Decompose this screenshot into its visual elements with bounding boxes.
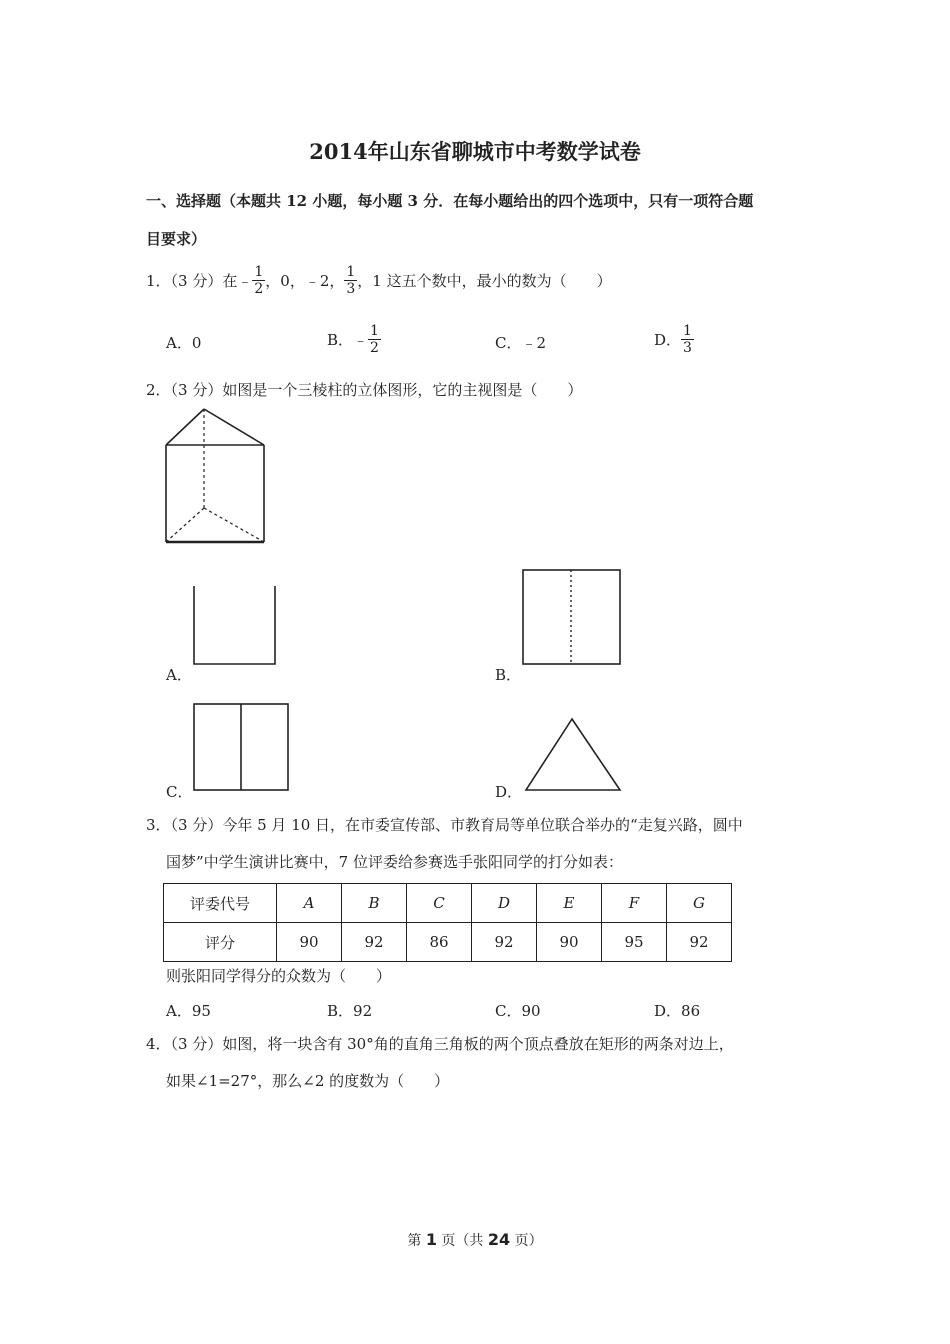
table-row <box>164 884 732 923</box>
table-header-cell: 评分 <box>164 923 277 962</box>
q3-option-d: D．86 <box>654 1002 701 1020</box>
q1-option-d: D． $\frac{1}{3}$ <box>654 323 692 356</box>
table-header-cell: 评委代号 <box>164 884 277 923</box>
table-row <box>164 923 732 962</box>
score-table <box>163 883 732 962</box>
q3-option-b: B．92 <box>327 1002 373 1020</box>
table-cell: 92 <box>472 923 537 962</box>
option-a-figure <box>194 586 275 664</box>
fraction: $\frac{1}{3}$ <box>346 264 356 297</box>
question-1-stem: 1．（3 分）在﹣ $\frac{1}{2}$ ，0，﹣2， $\frac{1}{3}$ ，1 这五个数中，最小的数为（ ） <box>146 264 612 297</box>
q3-option-a: A．95 <box>166 1002 211 1020</box>
question-4-stem-line2: 如果∠1=27°，那么∠2 的度数为（ ） <box>166 1072 450 1090</box>
q1-option-b: B．﹣ $\frac{1}{2}$ <box>327 323 379 356</box>
page-title: 2014年山东省聊城市中考数学试卷 <box>309 139 641 164</box>
triangular-prism-figure <box>166 409 264 542</box>
table-cell: 92 <box>667 923 732 962</box>
section-heading-line1: 一、选择题（本题共 12 小题，每小题 3 分．在每小题给出的四个选项中，只有一项符合题 <box>146 192 754 210</box>
table-cell: 95 <box>602 923 667 962</box>
question-3-followup: 则张阳同学得分的众数为（ ） <box>166 967 392 985</box>
table-cell: 90 <box>537 923 602 962</box>
question-3-stem-line2: 国梦”中学生演讲比赛中，7 位评委给参赛选手张阳同学的打分如表： <box>166 853 623 871</box>
table-cell: 86 <box>407 923 472 962</box>
q2-option-c-label: C． <box>166 783 193 801</box>
question-3-stem-line1: 3．（3 分）今年 5 月 10 日，在市委宣传部、市教育局等单位联合举办的“走复兴路，圆中 <box>146 816 743 834</box>
table-cell: A <box>277 884 342 923</box>
q2-option-d-label: D． <box>495 783 523 801</box>
section-heading-line2: 目要求） <box>146 230 207 248</box>
table-cell: F <box>602 884 667 923</box>
q2-option-b-label: B． <box>495 666 522 684</box>
fraction: $\frac{1}{2}$ <box>254 264 264 297</box>
table-cell: 90 <box>277 923 342 962</box>
table-cell: D <box>472 884 537 923</box>
q2-option-a-label: A． <box>166 666 192 684</box>
option-d-figure <box>526 719 620 790</box>
question-2-stem: 2．（3 分）如图是一个三棱柱的立体图形，它的主视图是（ ） <box>146 381 583 399</box>
page-total: 24 <box>487 1230 511 1249</box>
page-number: 1 <box>425 1230 437 1249</box>
q3-option-c: C．90 <box>495 1002 541 1020</box>
table-cell: B <box>342 884 407 923</box>
q1-option-c: C．﹣2 <box>495 334 547 352</box>
question-4-stem-line1: 4．（3 分）如图，将一块含有 30°角的直角三角板的两个顶点叠放在矩形的两条对边上， <box>146 1035 734 1053</box>
page-footer: 第 1 页（共 24 页） <box>407 1230 543 1249</box>
table-cell: G <box>667 884 732 923</box>
table-cell: C <box>407 884 472 923</box>
option-b-figure <box>523 570 620 664</box>
table-cell: E <box>537 884 602 923</box>
table-cell: 92 <box>342 923 407 962</box>
option-c-figure <box>194 704 288 790</box>
q1-option-a: A．0 <box>166 334 202 352</box>
